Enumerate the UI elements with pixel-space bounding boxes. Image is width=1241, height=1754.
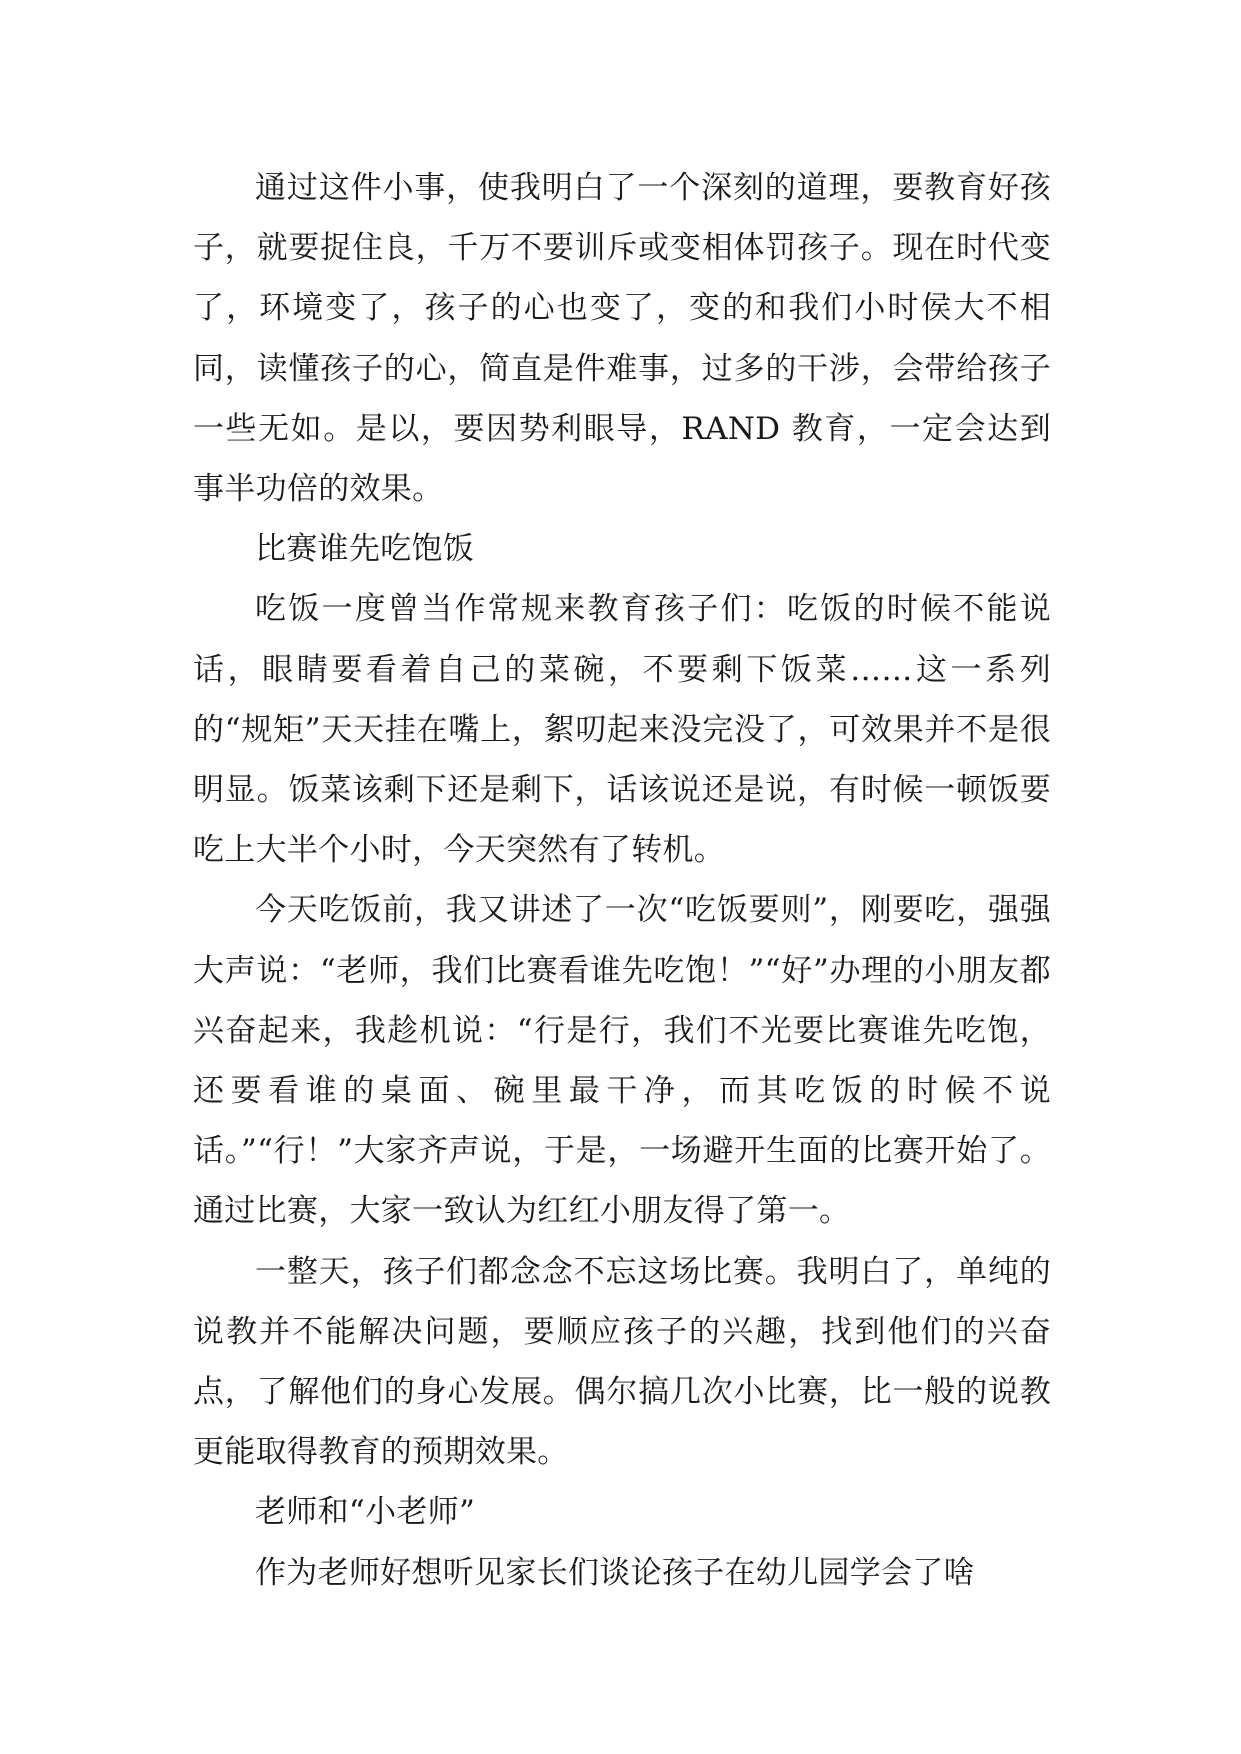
paragraph-contest-story: 今天吃饭前，我又讲述了一次“吃饭要则”，刚要吃，强强大声说：“老师，我们比赛看谁先吃饱！”“好”办理的小朋友都兴奋起来，我趁机说：“行是行，我们不光要比赛谁先吃饱，还要看谁的桌面、碗里最干净，而其吃饭的时候不说话。”“行！”大家齐声说，于是，一场避开生面的比赛开始了。通过比赛，大家一致认为红红小朋友得了第一。 [193,892,1051,1230]
section-heading-little-teacher: 老师和“小老师” [255,1494,476,1531]
section-heading-eating-contest: 比赛谁先吃饱饭 [255,531,475,568]
paragraph-eating-rules: 吃饭一度曾当作常规来教育孩子们：吃饭的时候不能说话，眼睛要看着自己的菜碗，不要剩下饭菜……这一系列的“规矩”天天挂在嘴上，絮叨起来没完没了，可效果并不是很明显。饭菜该剩下还是剩下，话该说还是说，有时候一顿饭要吃上大半个小时，今天突然有了转机。 [193,591,1051,869]
document-body [193,158,1051,1603]
paragraph-contest-reflection: 一整天，孩子们都念念不忘这场比赛。我明白了，单纯的说教并不能解决问题，要顺应孩子的兴趣，找到他们的兴奋点，了解他们的身心发展。偶尔搞几次小比赛，比一般的说教更能取得教育的预期效果。 [193,1253,1051,1471]
paragraph-teacher-intro: 作为老师好想听见家长们谈论孩子在幼儿园学会了啥 [255,1554,975,1591]
paragraph-conclusion: 通过这件小事，使我明白了一个深刻的道理，要教育好孩子，就要捉住良，千万不要训斥或变相体罚孩子。现在时代变了，环境变了，孩子的心也变了，变的和我们小时侯大不相同，读懂孩子的心，简直是件难事，过多的干涉，会带给孩子一些无如。是以，要因势利眼导，RAND 教育，一定会达到事半功倍的效果。 [193,170,1051,508]
